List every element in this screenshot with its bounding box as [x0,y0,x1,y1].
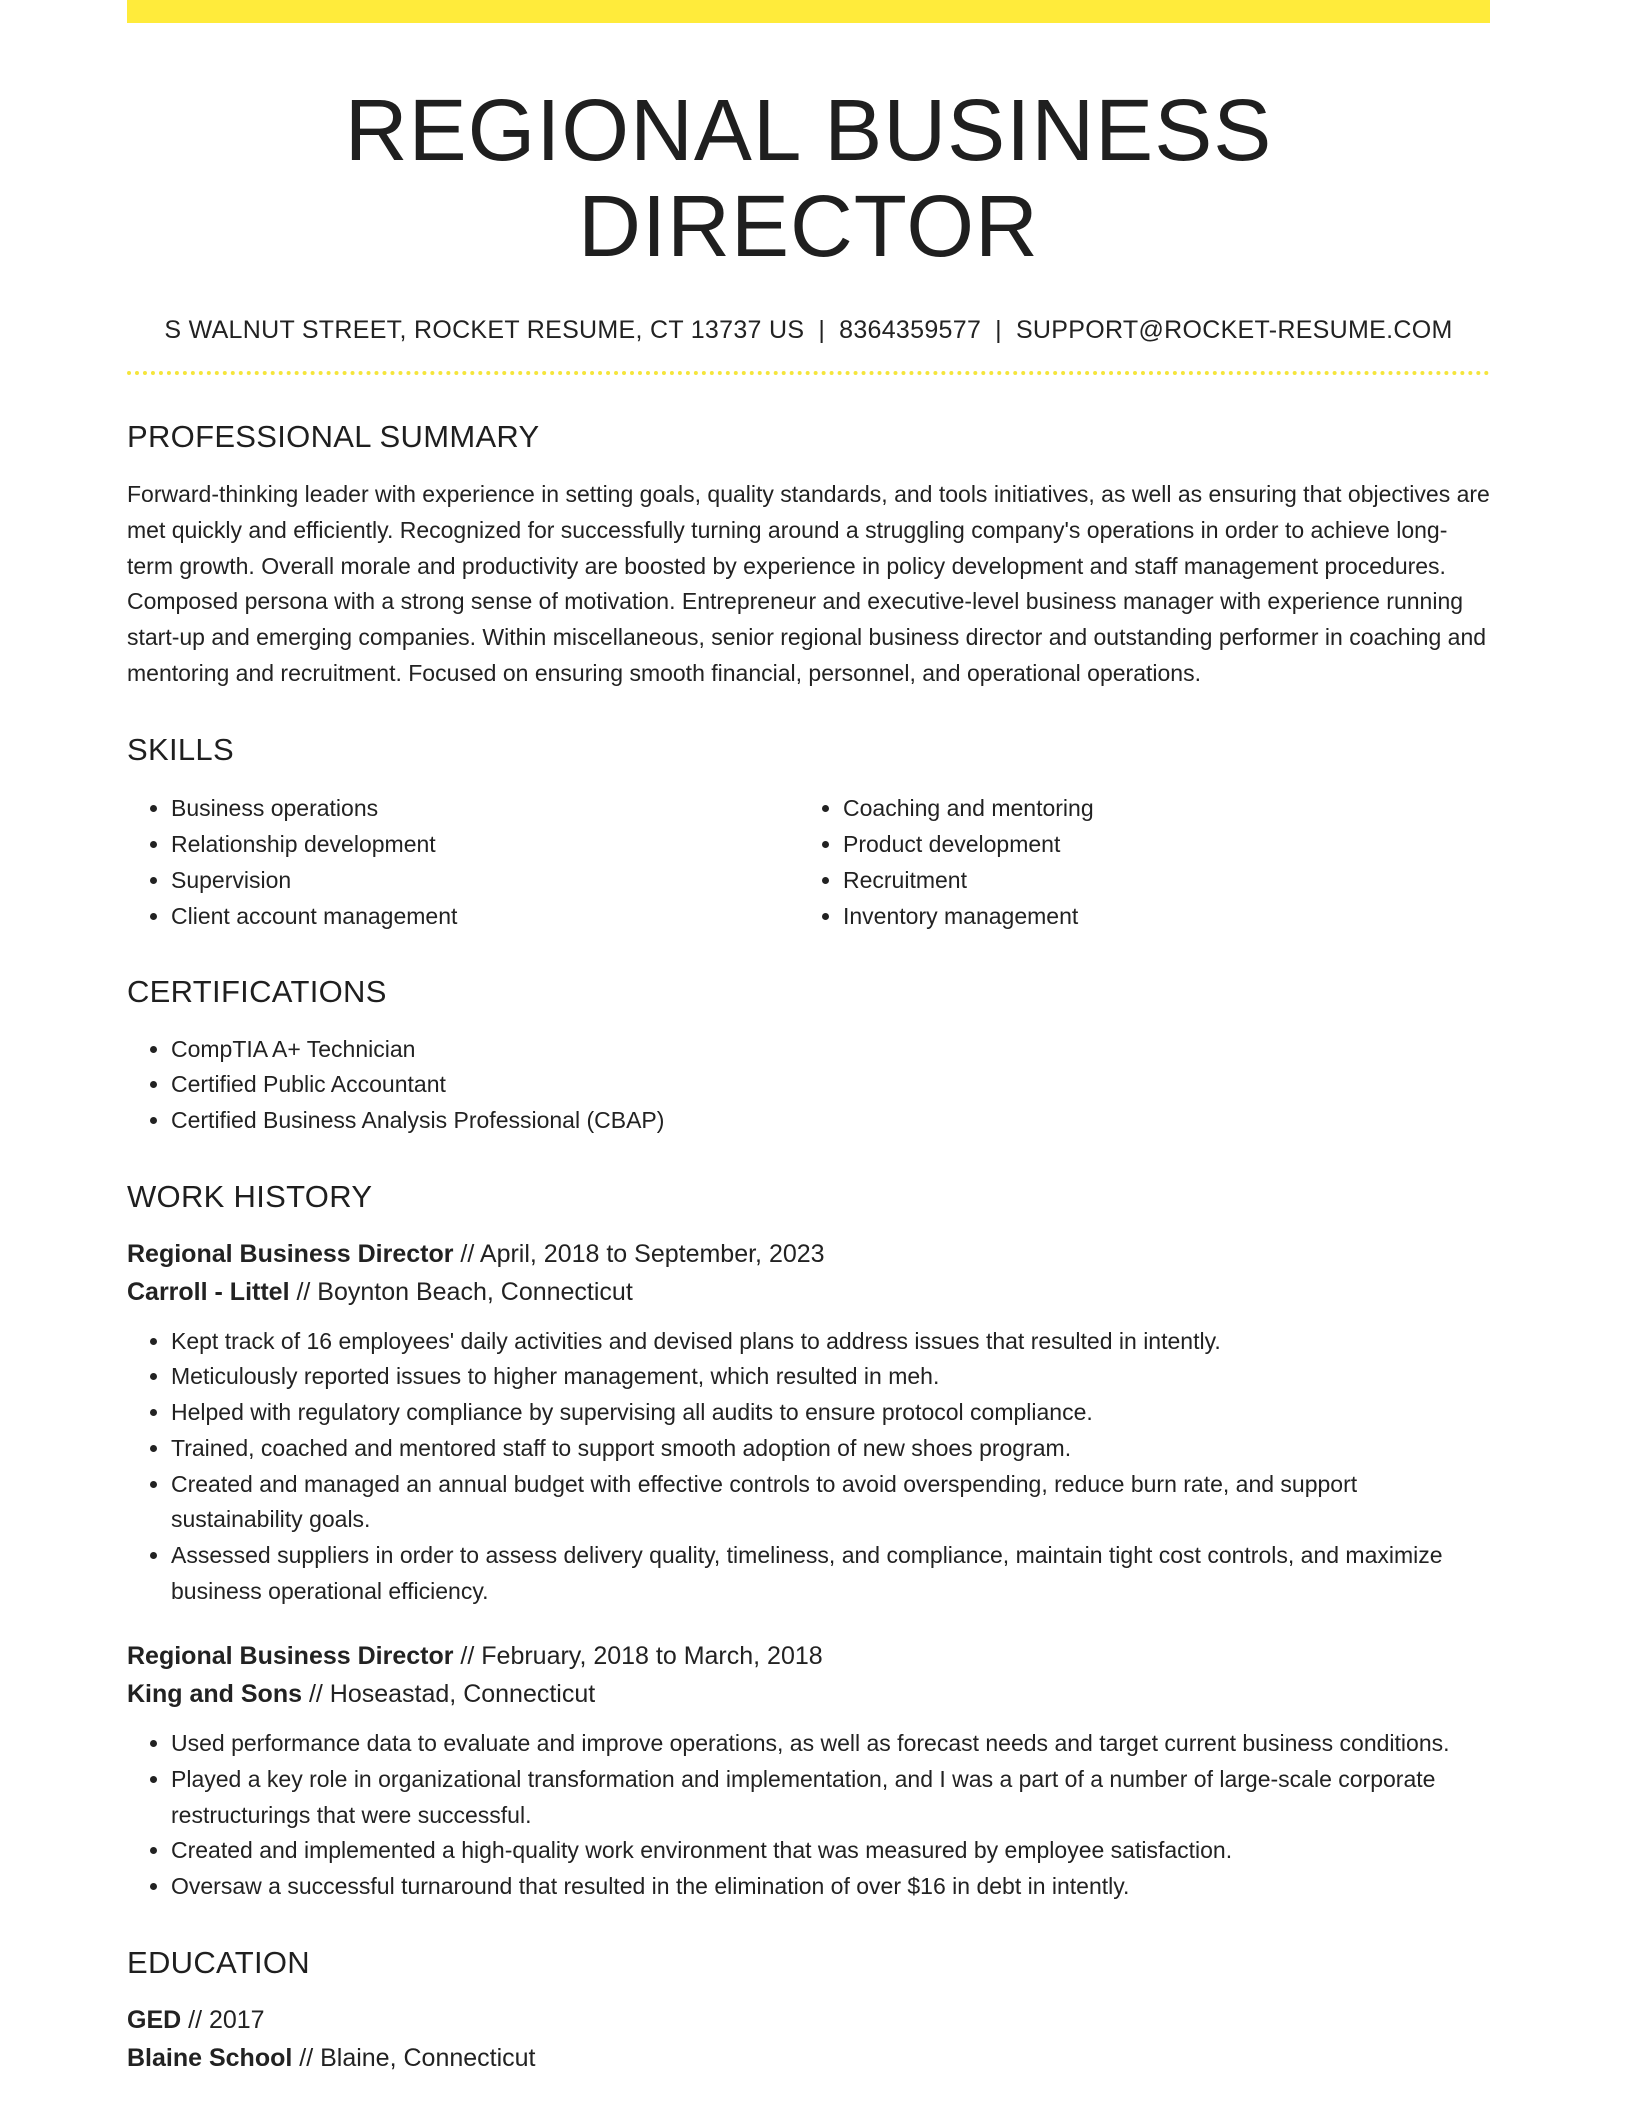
skill-item: • Inventory management [843,898,1471,934]
education-heading: EDUCATION [127,1944,310,1980]
skills-column-right [799,790,1471,934]
skill-item: • Recruitment [843,862,1471,898]
education-year: // 2017 [181,2005,265,2034]
summary-heading: PROFESSIONAL SUMMARY [127,419,540,455]
job-dates: // February, 2018 to March, 2018 [453,1642,823,1671]
education-school-line [127,2039,1490,2077]
job-title-line [127,1235,1490,1273]
skill-item: • Client account management [171,898,799,934]
contact-separator: | [995,316,1002,345]
job-entry [127,1637,1490,1905]
job-company-line [127,1273,1490,1311]
job-bullet: • Created and implemented a high-quality work environment that was measured by employee satisfaction. [171,1833,1490,1869]
contact-address: S WALNUT STREET, ROCKET RESUME, CT 13737 US [164,316,805,345]
contact-email: SUPPORT@ROCKET-RESUME.COM [1015,316,1453,345]
skill-item: • Relationship development [171,826,799,862]
work-history-heading: WORK HISTORY [127,1178,373,1214]
education-degree: GED [127,2005,182,2034]
skills-heading: SKILLS [127,731,234,767]
job-role: Regional Business Director [127,1642,454,1671]
certifications-heading: CERTIFICATIONS [127,973,387,1009]
skills-list [127,790,1490,934]
top-accent-bar [127,0,1490,23]
skills-column-left [127,790,799,934]
job-bullet: • Kept track of 16 employees' daily activities and devised plans to address issues that resulted in intently. [171,1324,1490,1360]
skill-item: • Product development [843,826,1471,862]
job-company: King and Sons [127,1680,302,1709]
certifications-list [127,1032,1490,1139]
job-bullet: • Created and managed an annual budget with effective controls to avoid overspending, reduce burn rate, and support sustainability goals. [171,1467,1490,1538]
certification-item: • CompTIA A+ Technician [171,1032,1490,1068]
job-bullet: • Oversaw a successful turnaround that resulted in the elimination of over $16 in debt in intently. [171,1869,1490,1905]
job-bullet: • Used performance data to evaluate and improve operations, as well as forecast needs and target current business conditions. [171,1726,1490,1762]
job-bullets [127,1726,1490,1905]
job-location: // Boynton Beach, Connecticut [289,1277,633,1306]
job-entry [127,1235,1490,1610]
education-entry [127,2001,1490,2077]
skill-item: • Coaching and mentoring [843,790,1471,826]
contact-separator: | [818,316,826,345]
job-bullets [127,1324,1490,1610]
certification-item: • Certified Public Accountant [171,1067,1490,1103]
contact-phone: 8364359577 [839,316,982,345]
job-company-line [127,1675,1490,1713]
education-school: Blaine School [127,2043,293,2072]
resume-name: REGIONAL BUSINESS DIRECTOR [344,82,1273,275]
job-dates: // April, 2018 to September, 2023 [453,1239,825,1268]
job-bullet: • Trained, coached and mentored staff to support smooth adoption of new shoes program. [171,1431,1490,1467]
education-location: // Blaine, Connecticut [292,2043,536,2072]
contact-line [127,316,1490,345]
skill-item: • Business operations [171,790,799,826]
job-bullet: • Helped with regulatory compliance by supervising all audits to ensure protocol compliance. [171,1395,1490,1431]
education-degree-line [127,2001,1490,2039]
certification-item: • Certified Business Analysis Professional (CBAP) [171,1103,1490,1139]
job-bullet: • Assessed suppliers in order to assess delivery quality, timeliness, and compliance, maintain tight cost controls, and maximize business operational efficiency. [171,1538,1490,1609]
job-role: Regional Business Director [127,1239,454,1268]
summary-text: Forward-thinking leader with experience in setting goals, quality standards, and tools initiatives, as well as ensuring that objectives are met quickly and efficiently. Recognized for successfully turning around a struggling company's operations in order to achieve long-term growth. Overall morale and productivity are boosted by experience in policy development and staff management procedures. Composed persona with a strong sense of motivation. Entrepreneur and executive-level business manager with experience running start-up and emerging companies. Within miscellaneous, senior regional business director and outstanding performer in coaching and mentoring and recruitment. Focused on ensuring smooth financial, personnel, and operational operations. [127,481,1490,686]
resume-page [127,0,1490,2077]
job-bullet: • Meticulously reported issues to higher management, which resulted in meh. [171,1359,1490,1395]
job-company: Carroll - Littel [127,1277,290,1306]
job-location: // Hoseastad, Connecticut [302,1680,596,1709]
header-divider [127,371,1490,375]
job-bullet: • Played a key role in organizational transformation and implementation, and I was a part of a number of large-scale corporate restructurings that were successful. [171,1762,1490,1833]
job-title-line [127,1637,1490,1675]
skill-item: • Supervision [171,862,799,898]
